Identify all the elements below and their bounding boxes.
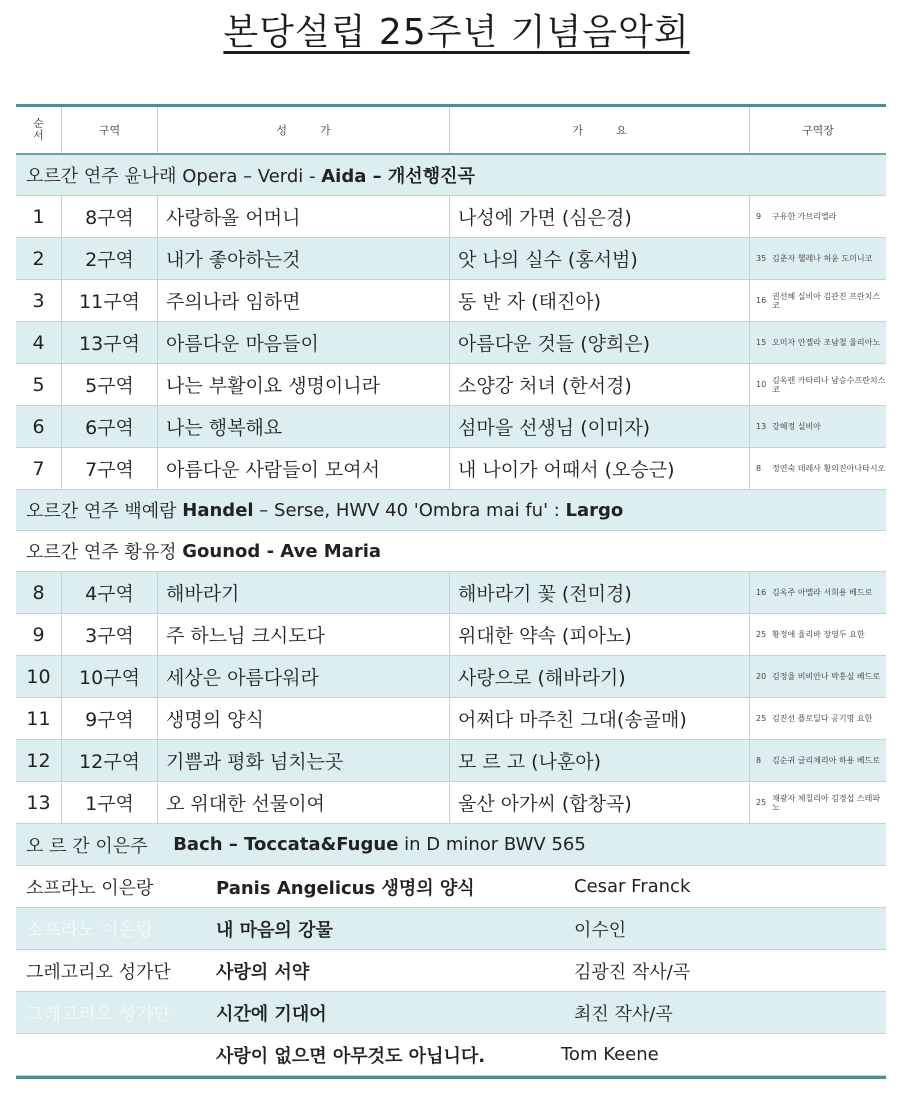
row-number: 11 [16, 698, 62, 739]
table-header [16, 107, 886, 155]
leader-names: 오미자 안젤라 조남철 율리아노 [772, 338, 881, 347]
finale-row [16, 992, 886, 1034]
table-row [16, 406, 886, 448]
leader-count: 25 [756, 714, 767, 723]
finale-performer: 소프라노 이은랑 [26, 919, 154, 941]
finale-piece-title: 내 마음의 강물 [216, 919, 333, 941]
table-row [16, 698, 886, 740]
program-table [16, 104, 886, 1079]
row-leader [750, 572, 886, 613]
finale-piece-title: 사랑의 서약 [216, 961, 310, 983]
table-row [16, 740, 886, 782]
header-leader: 구역장 [802, 124, 834, 137]
finale-piece [173, 834, 653, 855]
row-number: 4 [16, 322, 62, 363]
table-row [16, 656, 886, 698]
row-district: 10구역 [62, 656, 158, 697]
page-title: 본당설립 25주년 기념음악회 [223, 12, 690, 53]
header-district: 구역 [62, 107, 158, 153]
organ-2-work: – Serse, HWV 40 'Ombra mai fu' : [253, 499, 566, 521]
row-district: 3구역 [62, 614, 158, 655]
finale-composer: 김광진 작사/곡 [574, 961, 691, 983]
finale-piece-title: 사랑이 없으면 아무것도 아닙니다. [216, 1045, 486, 1067]
header-hymn: 성 가 [158, 107, 450, 153]
finale-piece-title: 시간에 기대어 [216, 1003, 327, 1025]
row-hymn: 나는 행복해요 [158, 406, 450, 447]
program-rows-1 [16, 196, 886, 490]
row-number: 7 [16, 448, 62, 489]
finale-performer: 오 르 간 이은주 [26, 835, 148, 857]
row-song: 내 나이가 어때서 (오승근) [450, 448, 750, 489]
leader-count: 35 [756, 254, 767, 263]
row-hymn: 주의나라 임하면 [158, 280, 450, 321]
leader-names: 권선혜 실비아 김관진 프란치스코 [772, 291, 881, 310]
row-number: 5 [16, 364, 62, 405]
row-leader [750, 196, 886, 237]
leader-names: 김춘자 헬레나 허윤 도미니코 [772, 254, 873, 263]
row-song: 해바라기 꽃 (전미경) [450, 572, 750, 613]
row-district: 4구역 [62, 572, 158, 613]
leader-names: 강혜정 실비아 [772, 422, 821, 431]
leader-names: 황정애 율리바 장영두 요한 [772, 630, 865, 639]
row-district: 9구역 [62, 698, 158, 739]
finale-piece [216, 874, 574, 900]
finale-piece-title: Panis Angelicus 생명의 양식 [216, 877, 475, 899]
row-song: 동 반 자 (태진아) [450, 280, 750, 321]
leader-count: 8 [756, 464, 762, 473]
finale-list [16, 824, 886, 1076]
leader-count: 13 [756, 422, 767, 431]
row-hymn: 해바라기 [158, 572, 450, 613]
finale-composer: 최진 작사/곡 [574, 1003, 673, 1025]
organ-1-piece: Aida – 개선행진곡 [321, 166, 475, 187]
leader-count: 10 [756, 380, 767, 389]
row-hymn: 기쁨과 평화 넘치는곳 [158, 740, 450, 781]
finale-piece [216, 1000, 574, 1026]
row-number: 12 [16, 740, 62, 781]
table-row [16, 572, 886, 614]
leader-count: 15 [756, 338, 767, 347]
finale-row [16, 824, 886, 866]
row-number: 2 [16, 238, 62, 279]
row-song: 위대한 약속 (피아노) [450, 614, 750, 655]
row-song: 사랑으로 (해바라기) [450, 656, 750, 697]
row-song: 모 르 고 (나훈아) [450, 740, 750, 781]
organ-2-piece: Largo [565, 499, 624, 521]
organ-3-text: 오르간 연주 황유정 [26, 542, 183, 563]
leader-names: 채광자 체칠리아 김경섭 스테파노 [772, 793, 881, 812]
row-song: 어쩌다 마주친 그대(송골매) [450, 698, 750, 739]
leader-count: 9 [756, 212, 762, 221]
row-number: 3 [16, 280, 62, 321]
row-leader [750, 698, 886, 739]
row-song: 울산 아가씨 (합창곡) [450, 782, 750, 823]
leader-names: 김진선 플로딜다 공기명 요한 [772, 714, 873, 723]
finale-performer: 그레고리오 성가단 [26, 1003, 171, 1025]
row-district: 7구역 [62, 448, 158, 489]
row-leader [750, 364, 886, 405]
row-leader [750, 782, 886, 823]
header-song: 가 요 [450, 107, 750, 153]
row-hymn: 오 위대한 선물이여 [158, 782, 450, 823]
row-leader [750, 656, 886, 697]
finale-piece-detail: in D minor BWV 565 [398, 834, 586, 855]
program-rows-2 [16, 572, 886, 824]
row-leader [750, 238, 886, 279]
table-row [16, 280, 886, 322]
row-district: 13구역 [62, 322, 158, 363]
row-hymn: 아름다운 사람들이 모여서 [158, 448, 450, 489]
organ-3-piece: Gounod - Ave Maria [182, 540, 382, 562]
row-song: 아름다운 것들 (양희은) [450, 322, 750, 363]
row-district: 5구역 [62, 364, 158, 405]
row-district: 6구역 [62, 406, 158, 447]
row-number: 8 [16, 572, 62, 613]
leader-count: 25 [756, 630, 767, 639]
organ-2-composer: Handel [182, 499, 254, 521]
leader-count: 16 [756, 588, 767, 597]
finale-performer: 소프라노 이은랑 [26, 877, 154, 899]
row-leader [750, 280, 886, 321]
row-leader [750, 406, 886, 447]
row-song: 나성에 가면 (심은경) [450, 196, 750, 237]
leader-count: 25 [756, 798, 767, 807]
row-song: 섬마을 선생님 (이미자) [450, 406, 750, 447]
leader-names: 김순귀 글리체리아 하용 베드로 [772, 756, 881, 765]
leader-count: 16 [756, 296, 767, 305]
row-song: 소양강 처녀 (한서경) [450, 364, 750, 405]
row-song: 앗 나의 실수 (홍서범) [450, 238, 750, 279]
finale-piece [216, 916, 574, 942]
finale-row [16, 866, 886, 908]
row-hymn: 주 하느님 크시도다 [158, 614, 450, 655]
row-hymn: 아름다운 마음들이 [158, 322, 450, 363]
organ-section-1 [16, 155, 886, 196]
leader-names: 김옥주 아멜라 서희용 베드로 [772, 588, 873, 597]
finale-row [16, 908, 886, 950]
row-district: 12구역 [62, 740, 158, 781]
table-row [16, 322, 886, 364]
row-hymn: 사랑하올 어머니 [158, 196, 450, 237]
leader-names: 김정율 비비안나 박홍실 베드로 [772, 672, 881, 681]
leader-names: 김옥렌 카타리나 남승수프란치스코 [772, 375, 886, 394]
finale-piece-title: Bach – Toccata&Fugue [173, 834, 399, 855]
table-row [16, 238, 886, 280]
leader-names: 정연숙 데레사 황의진아나타시오 [772, 464, 886, 473]
finale-row [16, 950, 886, 992]
row-hymn: 나는 부활이요 생명이니라 [158, 364, 450, 405]
row-hymn: 생명의 양식 [158, 698, 450, 739]
table-row [16, 364, 886, 406]
row-number: 6 [16, 406, 62, 447]
table-row [16, 614, 886, 656]
table-row [16, 782, 886, 824]
leader-names: 구유한 가브리엘라 [772, 212, 837, 221]
row-number: 13 [16, 782, 62, 823]
row-leader [750, 322, 886, 363]
row-leader [750, 740, 886, 781]
finale-composer: Tom Keene [561, 1044, 659, 1065]
finale-piece [216, 1042, 561, 1068]
finale-piece [216, 958, 574, 984]
table-row [16, 196, 886, 238]
organ-section-2 [16, 490, 886, 531]
finale-composer: Cesar Franck [574, 876, 691, 897]
header-no: 순 서 [16, 107, 62, 153]
leader-count: 20 [756, 672, 767, 681]
row-leader [750, 614, 886, 655]
row-number: 10 [16, 656, 62, 697]
organ-section-3 [16, 531, 886, 572]
row-hymn: 세상은 아름다워라 [158, 656, 450, 697]
table-row [16, 448, 886, 490]
row-number: 9 [16, 614, 62, 655]
leader-count: 8 [756, 756, 762, 765]
organ-1-text: 오르간 연주 윤나래 Opera – Verdi - [26, 166, 322, 187]
finale-row [16, 1034, 886, 1076]
row-leader [750, 448, 886, 489]
row-district: 2구역 [62, 238, 158, 279]
row-district: 11구역 [62, 280, 158, 321]
row-hymn: 내가 좋아하는것 [158, 238, 450, 279]
row-district: 8구역 [62, 196, 158, 237]
row-district: 1구역 [62, 782, 158, 823]
finale-performer: 그레고리오 성가단 [26, 961, 171, 983]
row-number: 1 [16, 196, 62, 237]
finale-composer: 이수인 [574, 919, 627, 941]
organ-2-text: 오르간 연주 백예람 [26, 501, 183, 522]
